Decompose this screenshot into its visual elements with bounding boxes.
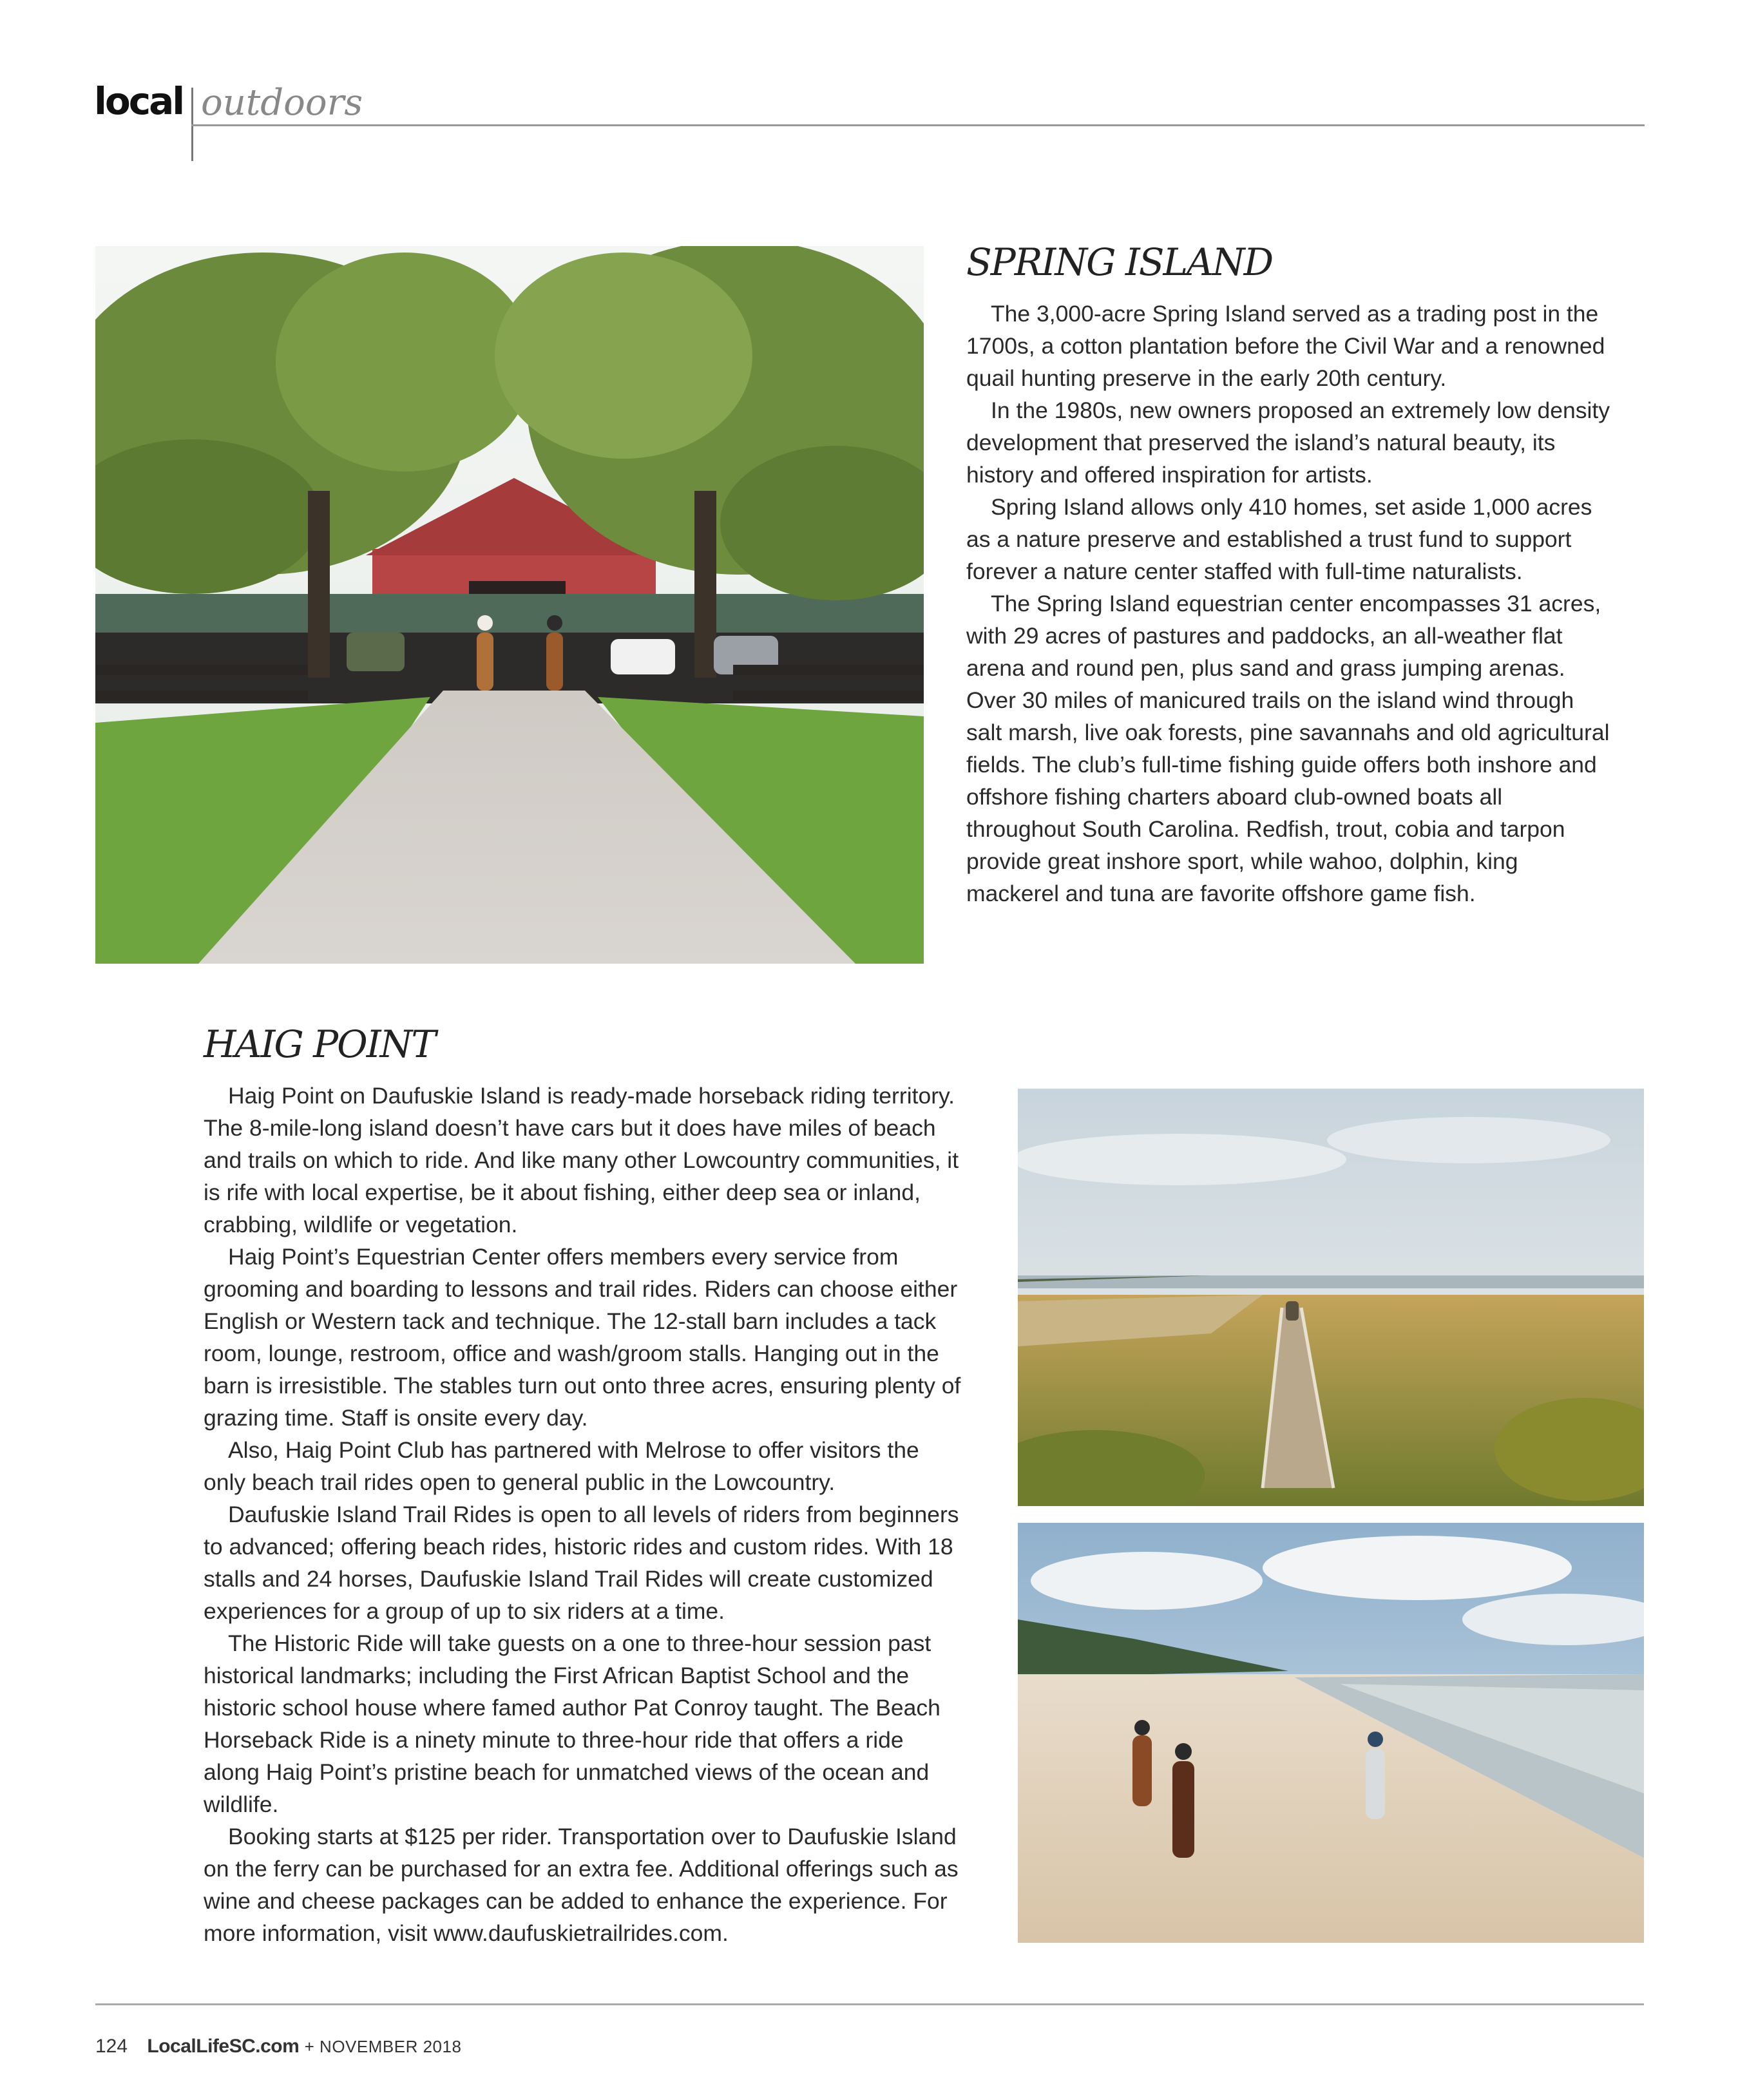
paragraph: Haig Point on Daufuskie Island is ready-made horseback riding territory. The 8-mile-long island doesn’t have cars but it does have miles of beach and trails on which to ride. And like many other Lowcountry communities, it is rife with local expertise, be it about fishing, either deep sea or inland, crabbing, wildlife or vegetation.	[204, 1083, 959, 1237]
header-divider-horizontal	[191, 124, 1645, 126]
spring-island-heading: SPRING ISLAND	[966, 240, 1273, 284]
footer-divider	[95, 2003, 1644, 2005]
brand-logo: local	[94, 79, 184, 123]
paragraph: The Historic Ride will take guests on a one to three-hour session past historical landmarks; including the First African Baptist School and the historic school house where famed author Pat Conroy taught. The Beach Horseback Ride is a ninety minute to three-hour ride that offers a ride along Haig Point’s pristine beach for unmatched views of the ocean and wildlife.	[204, 1630, 941, 1817]
spring-island-article	[966, 298, 1610, 910]
paragraph: Spring Island allows only 410 homes, set aside 1,000 acres as a nature preserve and established a trust fund to support forever a nature center staffed with full-time naturalists.	[966, 494, 1592, 584]
paragraph: The 3,000-acre Spring Island served as a trading post in the 1700s, a cotton plantation before the Civil War and a renowned quail hunting preserve in the early 20th century.	[966, 301, 1605, 391]
paragraph: Haig Point’s Equestrian Center offers members every service from grooming and boarding to lessons and trail rides. Riders can choose either English or Western tack and technique. The 12-stall barn includes a tack room, lounge, restroom, office and wash/groom stalls. Hanging out in the barn is irresistible. The stables turn out onto three acres, ensuring plenty of grazing time. Staff is onsite every day.	[204, 1244, 961, 1431]
paragraph: Daufuskie Island Trail Rides is open to all levels of riders from beginners to advanced; offering beach rides, historic rides and custom rides. With 18 stalls and 24 horses, Daufuskie Island Trail Rides will create customized experiences for a group of up to six riders at a time.	[204, 1502, 959, 1624]
page-footer	[95, 2037, 461, 2056]
paragraph: In the 1980s, new owners proposed an extremely low density development that preserved the island’s natural beauty, its history and offered inspiration for artists.	[966, 397, 1610, 488]
paragraph: The Spring Island equestrian center encompasses 31 acres, with 29 acres of pastures and paddocks, an all-weather flat arena and round pen, plus sand and grass jumping arenas. Over 30 miles of manicured trails on the island wind through salt marsh, live oak forests, pine savannahs and old agricultural fields. The club’s full-time fishing guide offers both inshore and offshore fishing charters aboard club-owned boats all throughout South Carolina. Redfish, trout, cobia and tarpon provide great inshore sport, while wahoo, dolphin, king mackerel and tuna are favorite offshore game fish.	[966, 591, 1610, 906]
section-title: outdoors	[201, 82, 363, 124]
paragraph: Also, Haig Point Club has partnered with Melrose to offer visitors the only beach trail rides open to general public in the Lowcountry.	[204, 1437, 919, 1495]
page-number: 124	[95, 2036, 128, 2057]
paragraph: Booking starts at $125 per rider. Transportation over to Daufuskie Island on the ferry can be purchased for an extra fee. Additional offerings such as wine and cheese packages can be added to enhance the experience. For more information, visit www.daufuskietrailrides.com.	[204, 1824, 959, 1946]
haig-point-heading: HAIG POINT	[204, 1022, 435, 1066]
issue-date: + NOVEMBER 2018	[304, 2037, 462, 2056]
beach-ride-photo	[1018, 1523, 1644, 1943]
website-link[interactable]: LocalLifeSC.com	[147, 2036, 300, 2057]
marsh-boardwalk-photo	[1018, 1089, 1644, 1506]
barn-photo	[95, 246, 924, 964]
haig-point-article	[204, 1080, 961, 1949]
